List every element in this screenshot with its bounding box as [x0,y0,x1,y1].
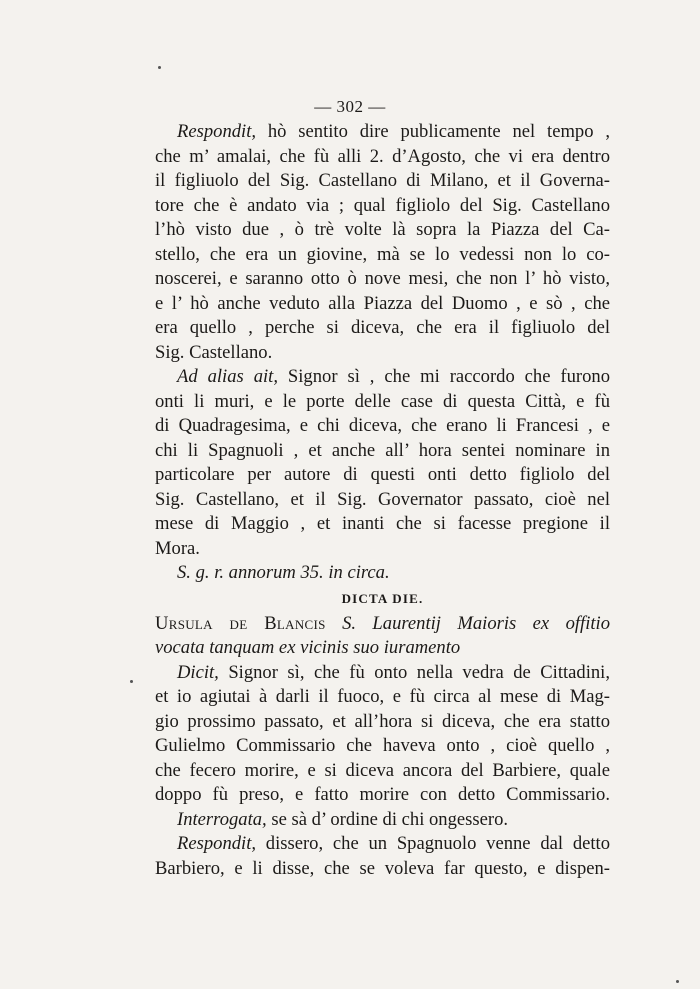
text-line [155,463,610,488]
speaker-lead: Dicit, [177,661,219,683]
line-text: chi li Spagnuoli , et anche all’ hora sentei nominare in [155,439,610,461]
text-line [155,169,610,194]
line-text: Mora. [155,537,200,559]
text-line [155,488,610,513]
paper-speck [130,680,133,683]
text-line [155,808,610,833]
text-line [155,365,610,390]
speaker-lead: Respondit, [177,833,257,854]
text-line [155,120,610,145]
text-line [155,759,610,784]
line-text: particolare per autore di questi onti detto figliolo del [155,464,610,485]
text-body [155,120,610,881]
line-text: se sà d’ ordine di chi ongessero. [266,808,509,830]
witness-parish: S. Laurentij Maioris ex offitio [325,612,611,634]
text-line [155,292,610,317]
text-line [155,145,610,170]
line-text: gio prossimo passato, et all’hora si diceva, che era statto [155,710,610,732]
line-text: tore che è andato via ; qual figliolo del Sig. Castellano [155,194,610,216]
paper-speck [676,980,679,983]
line-text: Barbiero, e li disse, che se voleva far questo, e dispen- [155,857,610,879]
page-number-header: — 302 — [314,97,386,116]
line-text: doppo fù preso, e fatto morire con detto Commissario. [155,784,610,805]
line-text: Signor sì, che fù onto nella vedra de Cittadini, [218,661,610,683]
text-line [155,710,610,735]
text-line [155,734,610,759]
line-text: et io agiutai à darli il fuoco, e fù circa al mese di Mag- [155,686,610,707]
dicta-die-heading: DICTA DIE. [341,590,424,606]
line-text: Sig. Castellano, et il Sig. Governator passato, cioè nel [155,488,610,510]
line-text: il figliuolo del Sig. Castellano di Milano, et il Governa- [155,170,610,191]
text-line [155,857,610,882]
witness-name: Ursula de Blancis [155,612,326,634]
speaker-lead: Ad alias ait, [177,366,278,387]
line-text: mese di Maggio , et inanti che si facesse pregione il [155,513,610,534]
line-text: di Quadragesima, e chi diceva, che erano li Francesi , e [155,415,610,436]
line-text: l’hò visto due , ò trè volte là sopra la Piazza del Ca- [155,219,610,240]
text-line [155,341,610,366]
text-line [155,661,610,686]
line-text: stello, che era un giovine, mà se lo vedessi non lo co- [155,243,610,265]
testimony-block-1 [155,120,610,561]
line-text: e l’ hò anche veduto alla Piazza del Duomo , e sò , che [155,292,610,314]
witness-line-2: vocata tanquam ex vicinis suo iuramento [155,637,461,658]
line-text: era quello , perche si diceva, che era il figliuolo del [155,317,610,338]
line-text: che m’ amalai, che fù alli 2. d’Agosto, che vi era dentro [155,145,610,167]
text-line [155,685,610,710]
line-text: Sig. Castellano. [155,341,273,363]
text-line [155,783,610,808]
age-line: S. g. r. annorum 35. in circa. [177,562,390,583]
text-line [155,267,610,292]
testimony-block-2 [155,661,610,882]
text-line [155,316,610,341]
line-text: Signor sì , che mi raccordo che furono [277,366,610,387]
line-text: onti li muri, e le porte delle case di questa Città, e fù [155,390,610,412]
speaker-lead: Interrogata, [177,808,267,830]
line-text: che fecero morire, e si diceva ancora del Barbiere, quale [155,759,610,781]
text-line [155,439,610,464]
text-line [155,537,610,562]
text-line [155,832,610,857]
text-line [155,218,610,243]
line-text: noscerei, e saranno otto ò nove mesi, che non l’ hò visto, [155,268,610,289]
line-text: dissero, che un Spagnuolo venne dal detto [256,833,610,854]
text-line [155,390,610,415]
line-text: hò sentito dire publicamente nel tempo , [256,121,610,142]
witness-line-1 [155,612,610,637]
speaker-lead: Respondit, [177,121,257,142]
text-line [155,194,610,219]
line-text: Gulielmo Commissario che haveva onto , cioè quello , [155,735,610,756]
text-line [155,512,610,537]
text-line [155,414,610,439]
paper-speck [158,66,161,69]
text-line [155,243,610,268]
